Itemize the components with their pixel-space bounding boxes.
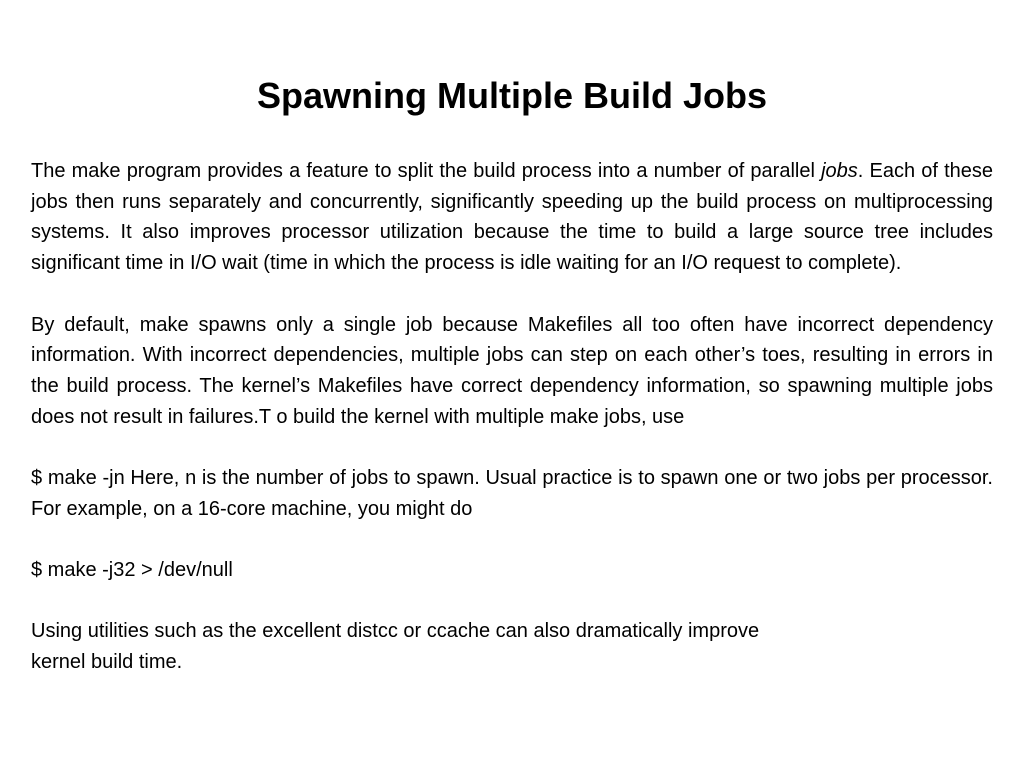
paragraph-1-text-start: The make program provides a feature to split the build process into a number of parallel (31, 160, 822, 182)
utilities-line-2: kernel build time. (31, 651, 183, 674)
slide-body (31, 156, 993, 678)
command-example: $ make -j32 > /dev/null (31, 559, 233, 582)
slide-title: Spawning Multiple Build Jobs (257, 75, 767, 116)
paragraph-make-jn: $ make -jn Here, n is the number of jobs to spawn. Usual practice is to spawn one or two jobs per processor. For example, on a 16-core machine, you might do (31, 467, 993, 520)
paragraph-utilities (31, 616, 993, 677)
paragraph-1-text-end: . Each of these jobs then runs separately and concurrently, significantly speeding up the build process on multiprocessing systems. It also improves processor utilization because the time to build a large source tree includes significant time in I/O wait (time in which the process is idle waiting for an I/O request to complete). (31, 160, 993, 275)
paragraph-parallel-jobs (31, 156, 993, 279)
utilities-line-1: Using utilities such as the excellent distcc or ccache can also dramatically improve (31, 620, 760, 643)
paragraph-default-behavior: By default, make spawns only a single job because Makefiles all too often have incorrect dependency information. With incorrect dependencies, multiple jobs can step on each other’s toes, resulting in errors in the build process. The kernel’s Makefiles have correct dependency information, so spawning multiple jobs does not result in failures.T o build the kernel with multiple make jobs, use (31, 313, 993, 428)
jobs-emphasis: jobs (821, 160, 858, 182)
